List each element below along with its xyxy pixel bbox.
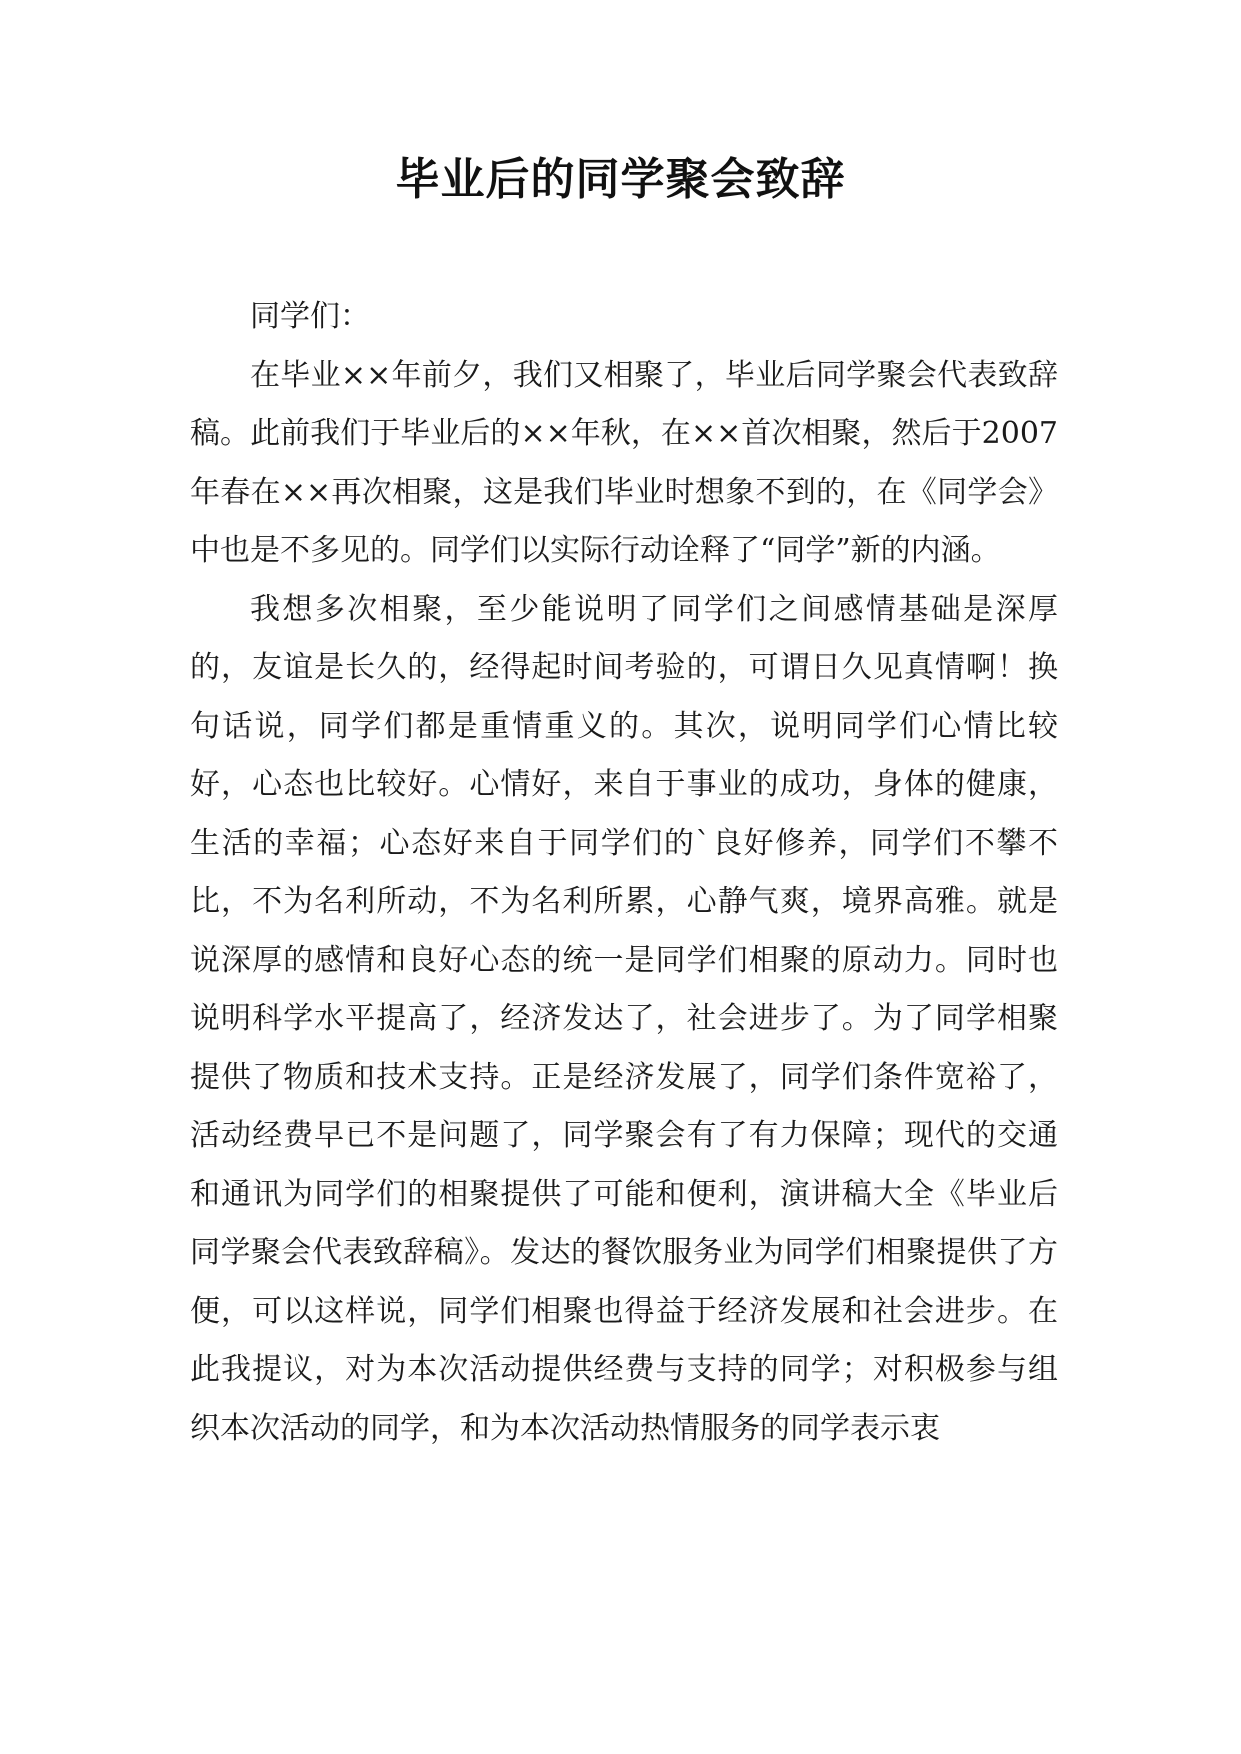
document-title: 毕业后的同学聚会致辞: [395, 154, 846, 205]
salutation: 同学们：: [250, 299, 370, 334]
paragraph: 我想多次相聚，至少能说明了同学们之间感情基础是深厚的，友谊是长久的，经得起时间考验的，可谓日久见真情啊！换句话说，同学们都是重情重义的。其次，说明同学们心情比较好，心态也比较好。心情好，来自于事业的成功，身体的健康，生活的幸福；心态好来自于同学们的`良好修养，同学们不攀不比，不为名利所动，不为名利所累，心静气爽，境界高雅。就是说深厚的感情和良好心态的统一是同学们相聚的原动力。同时也说明科学水平提高了，经济发达了，社会进步了。为了同学相聚提供了物质和技术支持。正是经济发展了，同学们条件宽裕了，活动经费早已不是问题了，同学聚会有了有力保障；现代的交通和通讯为同学们的相聚提供了可能和便利，演讲稿大全《毕业后同学聚会代表致辞稿》。发达的餐饮服务业为同学们相聚提供了方便，可以这样说，同学们相聚也得益于经济发展和社会进步。在此我提议，对为本次活动提供经费与支持的同学；对积极参与组织本次活动的同学，和为本次活动热情服务的同学表示衷: [190, 591, 1058, 1446]
document-body: [190, 288, 1058, 1458]
paragraph: 在毕业××年前夕，我们又相聚了，毕业后同学聚会代表致辞稿。此前我们于毕业后的××年秋，在××首次相聚，然后于2007年春在××再次相聚，这是我们毕业时想象不到的，在《同学会》中也是不多见的。同学们以实际行动诠释了“同学”新的内涵。: [190, 357, 1058, 568]
